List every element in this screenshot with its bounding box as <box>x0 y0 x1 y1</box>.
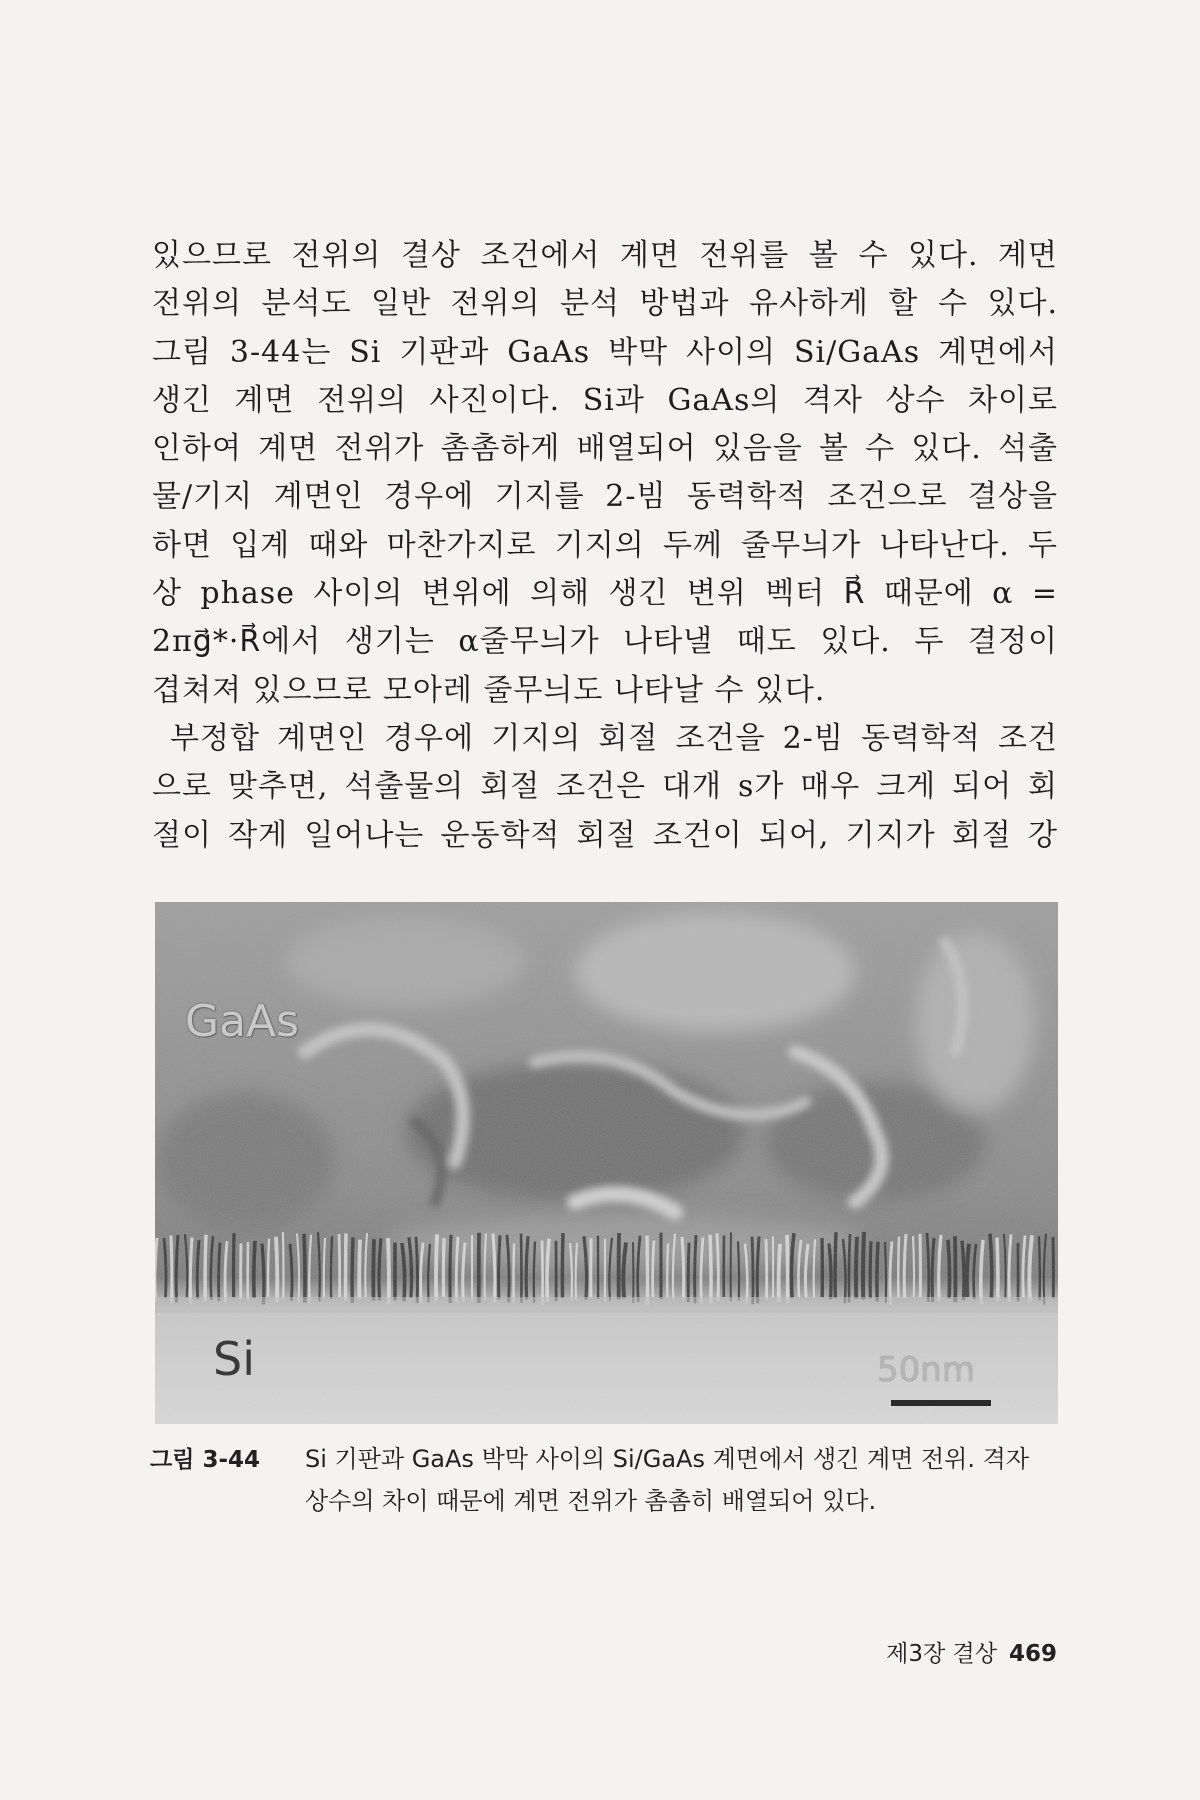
figure-label-si: Si <box>213 1332 255 1386</box>
body-line: 전위의 분석도 일반 전위의 분석 방법과 유사하게 할 수 있다. <box>152 286 1058 322</box>
body-line: 하면 입계 때와 마찬가지로 기지의 두께 줄무늬가 나타난다. 두 <box>152 527 1058 563</box>
micrograph-image <box>155 902 1058 1424</box>
body-line: 생긴 계면 전위의 사진이다. Si과 GaAs의 격자 상수 차이로 <box>152 382 1058 418</box>
body-line: 부정합 계면인 경우에 기지의 회절 조건을 2-빔 동력학적 조건 <box>170 720 1058 756</box>
chapter-title: 제3장 결상 <box>886 1641 997 1667</box>
page-number: 469 <box>1008 1641 1057 1667</box>
body-line: 절이 작게 일어나는 운동학적 회절 조건이 되어, 기지가 회절 강 <box>152 817 1058 853</box>
body-line: 그림 3-44는 Si 기판과 GaAs 박막 사이의 Si/GaAs 계면에서 <box>152 334 1058 370</box>
body-line: 겹쳐져 있으므로 모아레 줄무늬도 나타날 수 있다. <box>152 672 826 708</box>
page-footer <box>835 1635 1057 1668</box>
scale-bar <box>891 1400 991 1406</box>
body-line: 상 phase 사이의 변위에 의해 생긴 변위 벡터 R⃗ 때문에 α = <box>152 576 1058 612</box>
body-line: 물/기지 계면인 경우에 기지를 2-빔 동력학적 조건으로 결상을 <box>152 479 1058 515</box>
body-line: 으로 맞추면, 석출물의 회절 조건은 대개 s가 매우 크게 되어 회 <box>152 769 1058 805</box>
figure-caption-text: Si 기판과 GaAs 박막 사이의 Si/GaAs 계면에서 생긴 계면 전위. 격자 상수의 차이 때문에 계면 전위가 촘촘히 배열되어 있다. <box>305 1445 1029 1515</box>
tem-micrograph <box>155 902 1058 1424</box>
figure-label-gaas: GaAs <box>185 996 300 1047</box>
body-text <box>152 232 1058 860</box>
figure-caption-label: 그림 3-44 <box>150 1447 260 1473</box>
body-line: 인하여 계면 전위가 촘촘하게 배열되어 있음을 볼 수 있다. 석출 <box>152 431 1058 467</box>
body-line: 있으므로 전위의 결상 조건에서 계면 전위를 볼 수 있다. 계면 <box>152 238 1058 273</box>
body-line: 2πg⃗*·R⃗에서 생기는 α줄무늬가 나타낼 때도 있다. 두 결정이 <box>152 624 1058 660</box>
scale-bar-label: 50nm <box>877 1350 975 1390</box>
